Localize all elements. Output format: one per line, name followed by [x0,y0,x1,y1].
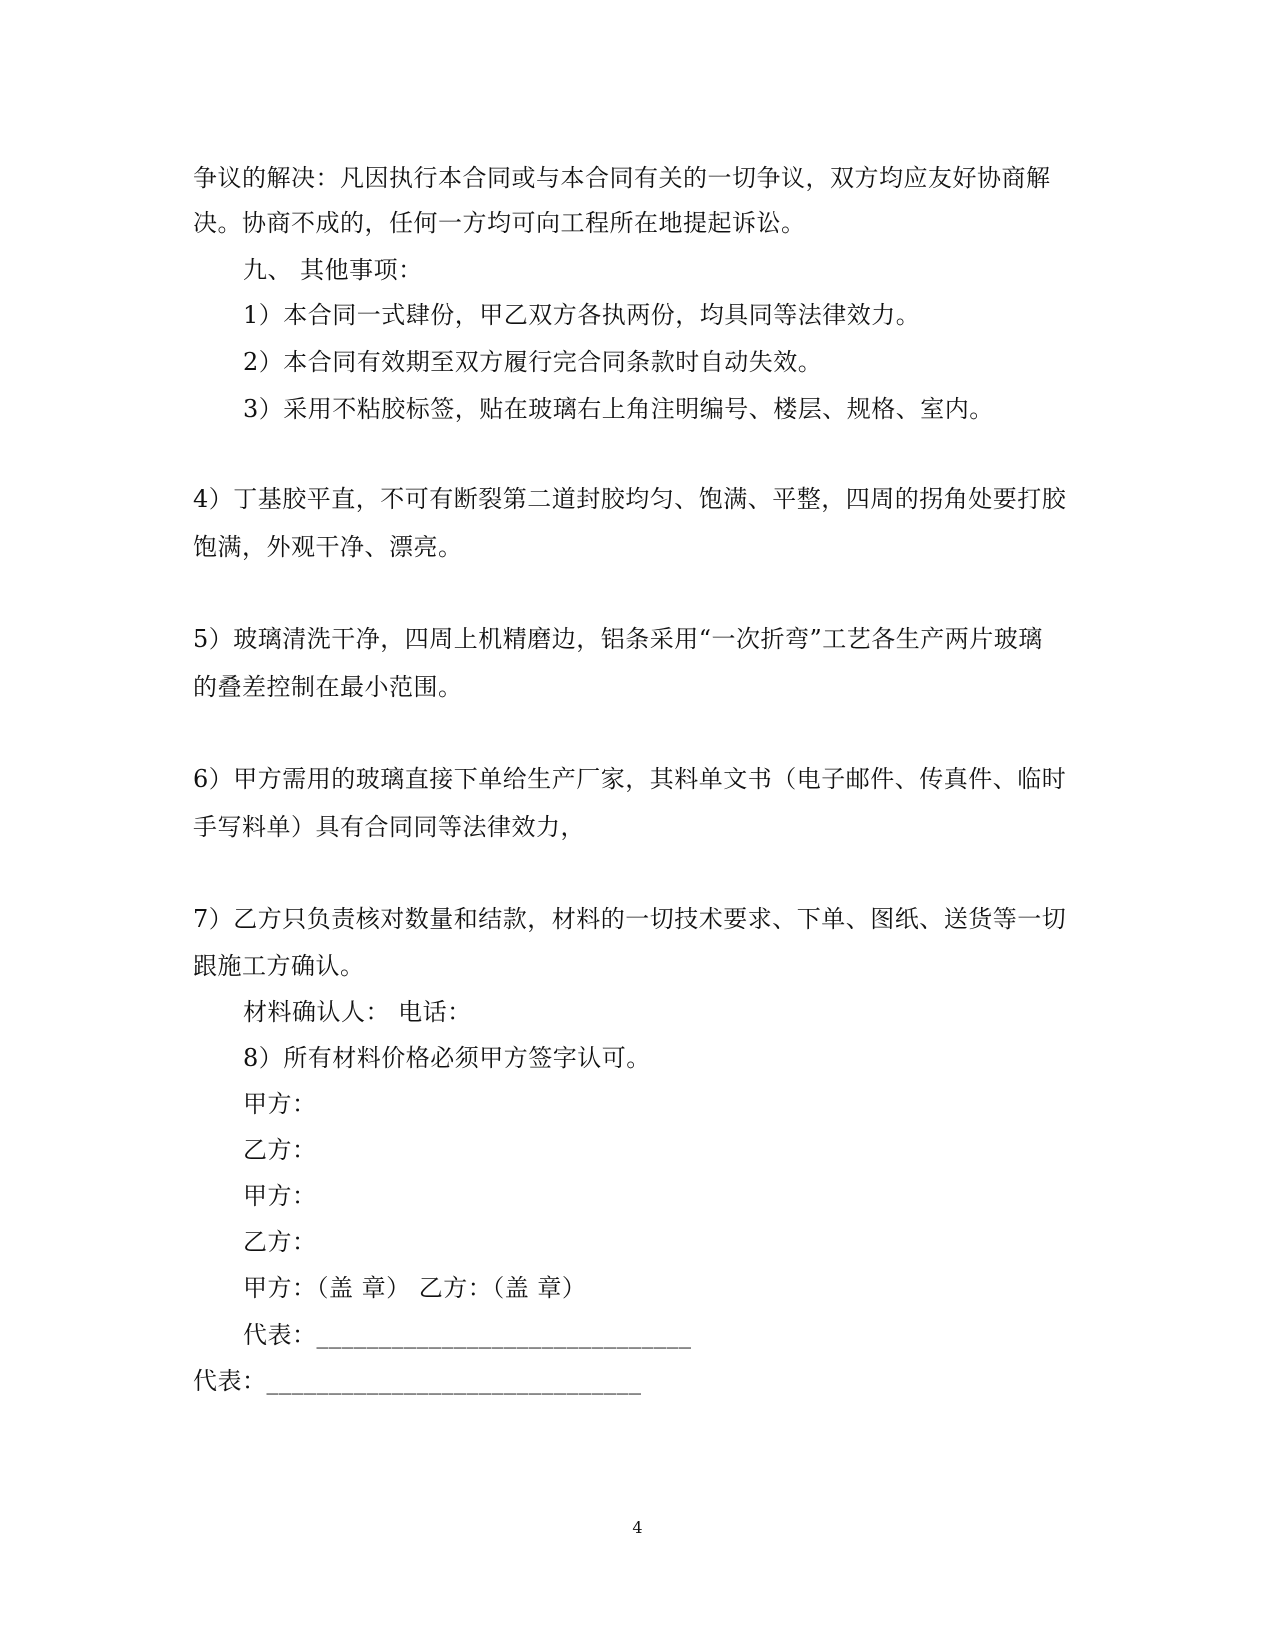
clause-5-line-1: 5）玻璃清洗干净，四周上机精磨边，铝条采用“一次折弯”工艺各生产两片玻璃 [193,625,1043,653]
clause-7-line-1: 7）乙方只负责核对数量和结款，材料的一切技术要求、下单、图纸、送货等一切 [193,905,1067,933]
paragraph-dispute-line-2: 决。协商不成的，任何一方均可向工程所在地提起诉讼。 [193,209,806,237]
clause-8: 8）所有材料价格必须甲方签字认可。 [243,1044,651,1072]
clause-4-line-2: 饱满，外观干净、漂亮。 [193,533,463,561]
party-b-label-1: 乙方： [243,1136,317,1164]
representative-line-2: 代表：______________________________ [193,1367,642,1395]
clause-2: 2）本合同有效期至双方履行完合同条款时自动失效。 [243,348,823,376]
party-a-label-1: 甲方： [243,1090,317,1118]
clause-4-line-1: 4）丁基胶平直，不可有断裂第二道封胶均匀、饱满、平整，四周的拐角处要打胶 [193,485,1067,513]
clause-1: 1）本合同一式肆份，甲乙双方各执两份，均具同等法律效力。 [243,301,921,329]
party-b-label-2: 乙方： [243,1228,317,1256]
clause-3: 3）采用不粘胶标签，贴在玻璃右上角注明编号、楼层、规格、室内。 [243,395,994,423]
seal-line: 甲方：（盖 章） 乙方：（盖 章） [243,1274,587,1302]
clause-5-line-2: 的叠差控制在最小范围。 [193,673,463,701]
clause-6-line-2: 手写料单）具有合同同等法律效力， [193,813,585,841]
paragraph-dispute-line-1: 争议的解决：凡因执行本合同或与本合同有关的一切争议，双方均应友好协商解 [193,164,1051,192]
clause-7-line-2: 跟施工方确认。 [193,952,365,980]
section-heading-other-matters: 九、 其他事项： [243,256,423,284]
representative-line-1: 代表：______________________________ [243,1321,692,1349]
material-confirmer-line: 材料确认人： 电话： [243,998,472,1026]
party-a-label-2: 甲方： [243,1182,317,1210]
page-number: 4 [632,1518,643,1537]
clause-6-line-1: 6）甲方需用的玻璃直接下单给生产厂家，其料单文书（电子邮件、传真件、临时 [193,765,1067,793]
